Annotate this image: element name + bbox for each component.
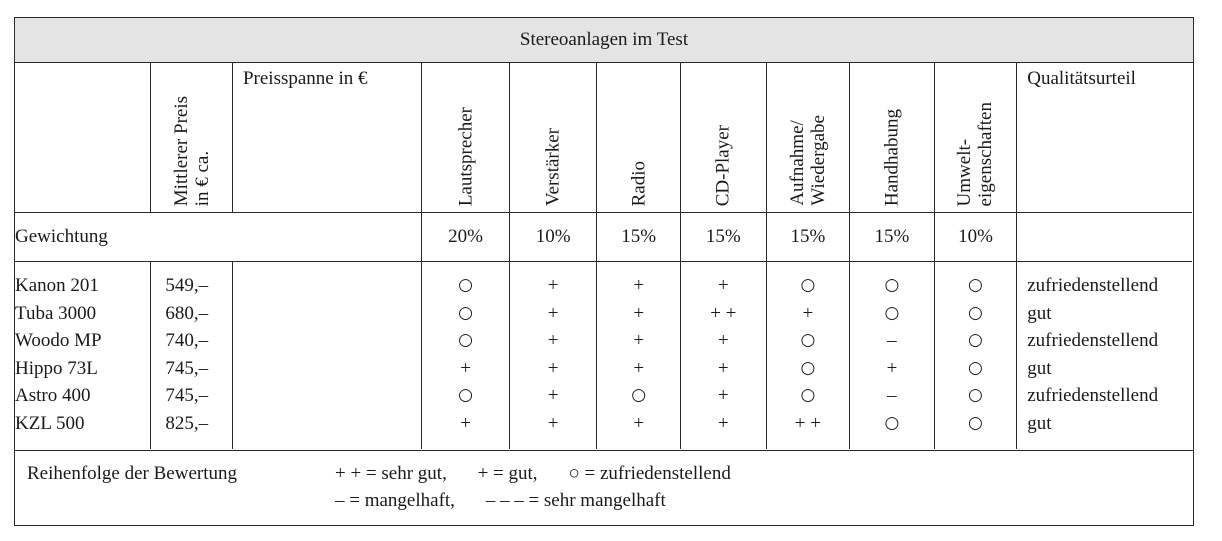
criterion-label: Handhabung [881,108,903,206]
rating-cell: + [633,302,645,324]
rating-cell: ○ [800,275,816,295]
products-block [15,262,1192,450]
criterion-label: Verstärker [542,127,564,206]
rating-cell: + [717,330,729,351]
rating-cell [233,382,421,410]
rating-cell [233,272,421,300]
legend-entry: ○ = zufriedenstellend [568,463,731,484]
criterion-label: Umwelt- eigenschaften [954,101,997,206]
rating-cell: ○ [884,412,900,433]
header-range-label: Preisspanne in € [242,68,368,89]
rating-cell: + [886,357,898,379]
table-title: Stereoanlagen im Test [15,18,1193,63]
header-product [15,62,151,213]
rating-cell: + [547,302,559,324]
product-price: 740,– [165,330,209,351]
product-name: Kanon 201 [15,275,99,296]
rating-cell: ○ [631,385,647,405]
weighting-value: 10% [934,213,1017,262]
verdict-column [1017,262,1192,450]
header-criterion [597,62,681,213]
legend [15,450,1193,526]
rating-cell: – [887,385,897,406]
rating-cell: ○ [968,330,983,350]
legend-entry: – = mangelhaft, [335,490,455,511]
rating-cell [233,410,421,438]
rating-cell: ○ [968,302,983,323]
rating-cell: ○ [458,385,473,405]
rating-cell: ○ [800,385,816,405]
rating-column [850,262,935,450]
product-name: KZL 500 [15,412,85,434]
legend-row-1 [335,463,757,485]
rating-cell: + [717,357,729,379]
header-criterion [934,62,1017,213]
rating-column [766,262,850,450]
product-verdict: gut [1027,357,1052,379]
product-name-column [15,262,151,450]
weighting-value: 15% [766,213,850,262]
rating-cell: – [887,330,897,351]
rating-cell: + [547,330,559,351]
header-criterion [422,62,510,213]
rating-column [681,262,767,450]
rating-column [509,262,597,450]
rating-cell: + [460,357,471,379]
legend-label: Reihenfolge der Bewertung [27,463,237,484]
legend-entry: + = gut, [477,463,538,484]
weighting-verdict-empty [1017,213,1192,262]
rating-cell [233,327,421,355]
rating-cell: + [633,330,645,351]
rating-cell: + [633,275,645,296]
criterion-label: Lautsprecher [455,106,477,206]
rating-cell: + [547,275,559,296]
rating-column [934,262,1017,450]
rating-cell: ○ [968,357,983,378]
header-row [15,62,1192,213]
product-price: 745,– [165,357,209,379]
header-criterion [681,62,767,213]
rating-cell: + [547,412,559,434]
product-verdict: gut [1027,302,1052,324]
product-name: Woodo MP [15,330,102,351]
product-range-column [232,262,421,450]
rating-cell: ○ [968,385,983,405]
weighting-row [15,213,1192,262]
product-verdict: gut [1027,412,1052,434]
rating-cell [233,300,421,328]
weighting-value: 15% [597,213,681,262]
product-verdict: zufriedenstellend [1027,275,1159,296]
weighting-value: 15% [850,213,935,262]
rating-cell: + [717,412,729,434]
product-verdict: zufriedenstellend [1027,385,1159,406]
rating-cell: ○ [884,302,900,323]
rating-cell: ○ [458,330,473,350]
criterion-label: CD-Player [712,124,734,206]
legend-entry: + + = sehr gut, [335,463,447,484]
product-name: Hippo 73L [15,357,98,379]
rating-cell: + + [710,302,737,324]
header-verdict [1017,62,1192,213]
legend-entry: – – – = sehr mangelhaft [485,490,666,511]
rating-cell: ○ [800,330,816,350]
header-criterion [509,62,597,213]
rating-cell [233,355,421,383]
rating-cell: + [633,412,645,434]
rating-cell: + + [794,412,821,434]
header-criterion [850,62,935,213]
rating-cell: + [547,385,559,406]
rating-column [422,262,510,450]
weighting-value: 20% [422,213,510,262]
product-price: 825,– [165,412,209,434]
header-range [232,62,421,213]
weighting-value: 15% [681,213,767,262]
rating-cell: ○ [458,275,473,295]
results-table [15,62,1192,449]
header-price [151,62,233,213]
weighting-label: Gewichtung [15,213,422,262]
rating-column [597,262,681,450]
rating-cell: ○ [800,357,816,378]
product-name: Tuba 3000 [15,302,97,324]
header-criterion [766,62,850,213]
product-verdict: zufriedenstellend [1027,330,1159,351]
weighting-value: 10% [509,213,597,262]
rating-cell: ○ [884,275,900,295]
rating-cell: + [547,357,559,379]
criterion-label: Radio [628,160,650,206]
product-price: 680,– [165,302,209,324]
product-price-column [151,262,233,450]
product-price: 745,– [165,385,209,406]
rating-cell: ○ [968,412,983,433]
legend-row-2 [335,490,692,512]
rating-cell: ○ [968,275,983,295]
rating-cell: + [717,385,729,406]
product-price: 549,– [165,275,209,296]
test-table-frame [14,17,1194,526]
header-price-label: Mittlerer Preis in € ca. [170,95,213,206]
criterion-label: Aufnahme/ Wiedergabe [786,115,829,206]
header-verdict-label: Qualitätsurteil [1027,68,1136,89]
product-name: Astro 400 [15,385,91,406]
rating-cell: + [460,412,471,434]
rating-cell: + [717,275,729,296]
rating-cell: ○ [458,302,473,323]
rating-cell: + [802,302,814,324]
rating-cell: + [633,357,645,379]
